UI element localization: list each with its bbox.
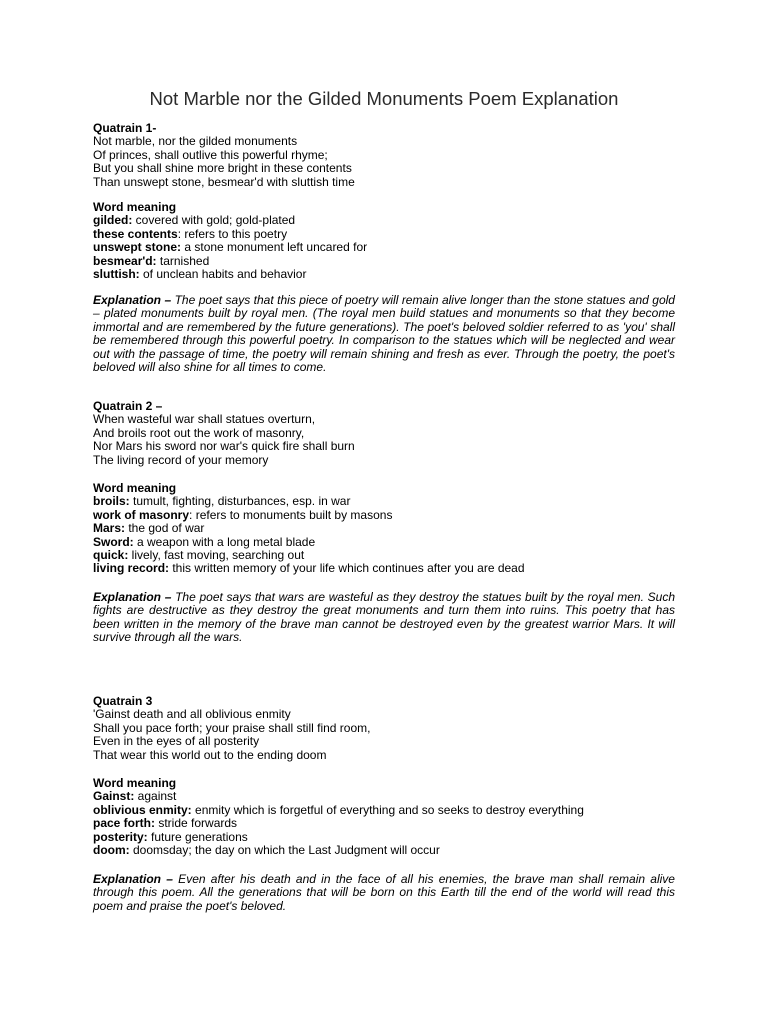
word-term: Mars: [93, 521, 126, 536]
quatrain-heading: Quatrain 3 [93, 694, 153, 708]
word-entry [93, 495, 675, 508]
verse-line: The living record of your memory [93, 452, 269, 467]
word-definition: of unclean habits and behavior [139, 267, 307, 282]
verse-line: Shall you pace forth; your praise shall still find room, [93, 720, 371, 735]
word-definition: covered with gold; gold-plated [132, 213, 296, 228]
word-term: work of masonry [93, 507, 190, 522]
verse-line: Nor Mars his sword nor war's quick fire shall burn [93, 439, 355, 454]
word-definition: enmity which is forgetful of everything and so seeks to destroy everything [191, 802, 584, 817]
word-definition: the god of war [125, 521, 205, 536]
word-definition: doomsday; the day on which the Last Judgment will occur [129, 843, 440, 858]
word-term: besmear'd: [93, 253, 157, 268]
page-title: Not Marble nor the Gilded Monuments Poem Explanation [149, 88, 619, 109]
word-term: oblivious enmity: [93, 802, 192, 817]
verse-line: Not marble, nor the gilded monuments [93, 134, 298, 149]
word-entry [93, 255, 675, 268]
quatrain-1-verse [93, 122, 675, 189]
word-definition: lively, fast moving, searching out [128, 548, 305, 563]
explanation-label: Explanation – [93, 590, 172, 604]
word-term: posterity: [93, 829, 148, 844]
quatrain-2-verse [93, 400, 675, 467]
word-definition: : refers to this poetry [177, 226, 288, 241]
word-term: pace forth: [93, 816, 156, 831]
explanation-label: Explanation – [93, 872, 173, 886]
word-entry [93, 268, 675, 281]
word-entry [93, 562, 675, 575]
word-entry [93, 817, 675, 830]
word-term: living record: [93, 561, 170, 576]
word-entry [93, 536, 675, 549]
verse-line: 'Gainst death and all oblivious enmity [93, 707, 291, 722]
word-term: Sword: [93, 534, 134, 549]
word-entry [93, 844, 675, 857]
verse-line: And broils root out the work of masonry, [93, 425, 305, 440]
word-entry [93, 228, 675, 241]
quatrain-2-explanation [93, 591, 675, 645]
explanation-label: Explanation – [93, 293, 172, 307]
explanation-text: Even after his death and in the face of all his enemies, the brave man shall remain alive through this poem. All the generations that will be born on this Earth till the end of the world will read this poem and praise the poet's beloved. [93, 872, 675, 913]
explanation-text: The poet says that wars are wasteful as they destroy the statues built by the royal men. Such fights are destructive as they destroy the great monuments and turn them into ruins. This poetry that has been written in the memory of the brave man cannot be destroyed even by the greatest warrior Mars. It will survive through all the wars. [93, 590, 675, 645]
verse-line: Of princes, shall outlive this powerful rhyme; [93, 147, 328, 162]
verse-line: When wasteful war shall statues overturn, [93, 412, 316, 427]
verse-line: Than unswept stone, besmear'd with sluttish time [93, 174, 355, 189]
word-definition: future generations [147, 829, 248, 844]
word-term: doom: [93, 843, 130, 858]
verse-line: That wear this world out to the ending doom [93, 747, 327, 762]
word-meaning-heading: Word meaning [93, 200, 177, 214]
quatrain-1-explanation [93, 294, 675, 374]
quatrain-heading: Quatrain 1- [93, 121, 157, 135]
word-definition: a weapon with a long metal blade [133, 534, 316, 549]
word-term: broils: [93, 494, 130, 509]
word-definition: a stone monument left uncared for [181, 240, 368, 255]
quatrain-heading: Quatrain 2 – [93, 399, 163, 413]
quatrain-2-word-meaning [93, 482, 675, 576]
word-definition: against [134, 789, 177, 804]
word-entry [93, 790, 675, 803]
quatrain-3-explanation [93, 873, 675, 913]
word-entry [93, 804, 675, 817]
explanation-text: The poet says that this piece of poetry will remain alive longer than the stone statues and gold – plated monuments built by royal men. (The royal men build statues and monuments so that they become immortal and are remembered by the future generations). The poet's beloved soldier referred to as 'you' shall be remembered through this powerful poetry. In comparison to the statues which will be neglected and wear out with the passage of time, the poetry will remain shining and fresh as ever. Through the poetry, the poet's beloved will also shine for all times to come. [93, 293, 675, 375]
word-term: quick: [93, 548, 129, 563]
quatrain-3-verse [93, 695, 675, 762]
word-meaning-heading: Word meaning [93, 481, 177, 495]
quatrain-3-word-meaning [93, 777, 675, 857]
word-term: these contents [93, 226, 178, 241]
word-entry [93, 522, 675, 535]
word-term: sluttish: [93, 267, 140, 282]
verse-line: Even in the eyes of all posterity [93, 734, 260, 749]
word-definition: tarnished [156, 253, 210, 268]
word-term: gilded: [93, 213, 133, 228]
word-definition: : refers to monuments built by masons [189, 507, 393, 522]
word-entry [93, 509, 675, 522]
word-definition: stride forwards [155, 816, 238, 831]
word-entry [93, 549, 675, 562]
word-entry [93, 214, 675, 227]
quatrain-1-word-meaning [93, 201, 675, 281]
word-definition: this written memory of your life which continues after you are dead [169, 561, 525, 576]
word-entry [93, 831, 675, 844]
word-term: Gainst: [93, 789, 135, 804]
word-meaning-heading: Word meaning [93, 776, 177, 790]
verse-line: But you shall shine more bright in these contents [93, 161, 352, 176]
word-entry [93, 241, 675, 254]
word-definition: tumult, fighting, disturbances, esp. in war [129, 494, 351, 509]
word-term: unswept stone: [93, 240, 182, 255]
